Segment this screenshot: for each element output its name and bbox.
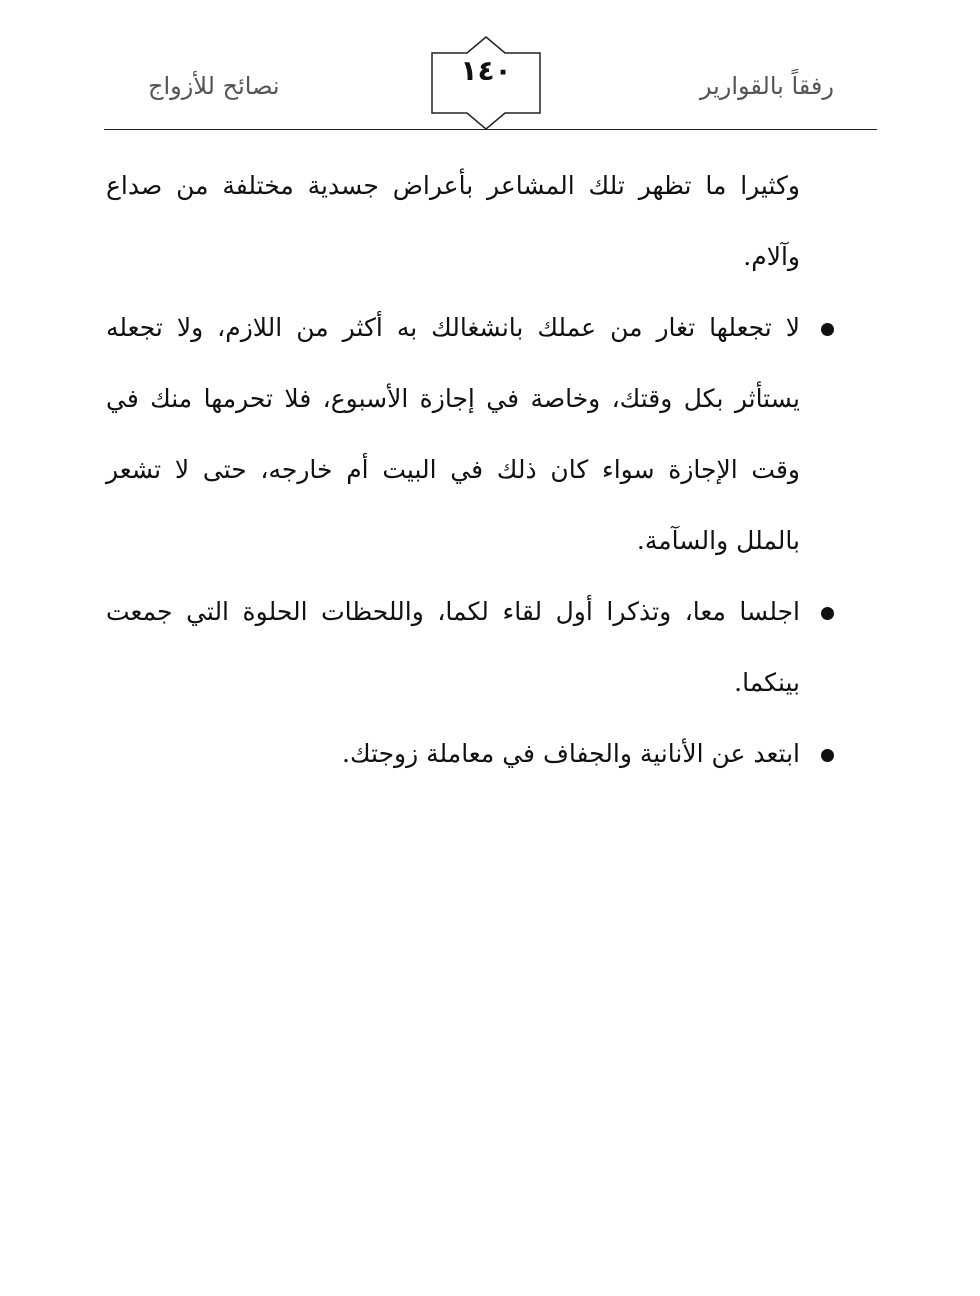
running-title-right: رفقاً بالقوارير [699, 72, 834, 100]
bullet-item [106, 718, 834, 789]
running-title-left: نصائح للأزواج [148, 72, 280, 100]
bullet-dot-icon [821, 607, 834, 620]
bullet-dot-icon [821, 323, 834, 336]
bullet-item [106, 576, 834, 718]
header-rule [104, 129, 877, 130]
page-body [106, 150, 834, 789]
intro-paragraph: وكثيرا ما تظهر تلك المشاعر بأعراض جسدية مختلفة من صداع وآلام. [106, 171, 800, 271]
bullet-dot-icon [821, 749, 834, 762]
bullet-item [106, 292, 834, 576]
page-number: ١٤٠ [460, 54, 512, 87]
bullet-text: ابتعد عن الأنانية والجفاف في معاملة زوجتك. [342, 739, 800, 768]
bullet-text: اجلسا معا، وتذكرا أول لقاء لكما، واللحظات الحلوة التي جمعت بينكما. [106, 597, 800, 697]
bullet-text: لا تجعلها تغار من عملك بانشغالك به أكثر من اللازم، ولا تجعله يستأثر بكل وقتك، وخاصة في إجازة الأسبوع، فلا تحرمها منك في وقت الإجازة سواء كان ذلك في البيت أم خارجه، حتى لا تشعر بالملل والسآمة. [106, 313, 800, 555]
page-header [0, 0, 980, 140]
